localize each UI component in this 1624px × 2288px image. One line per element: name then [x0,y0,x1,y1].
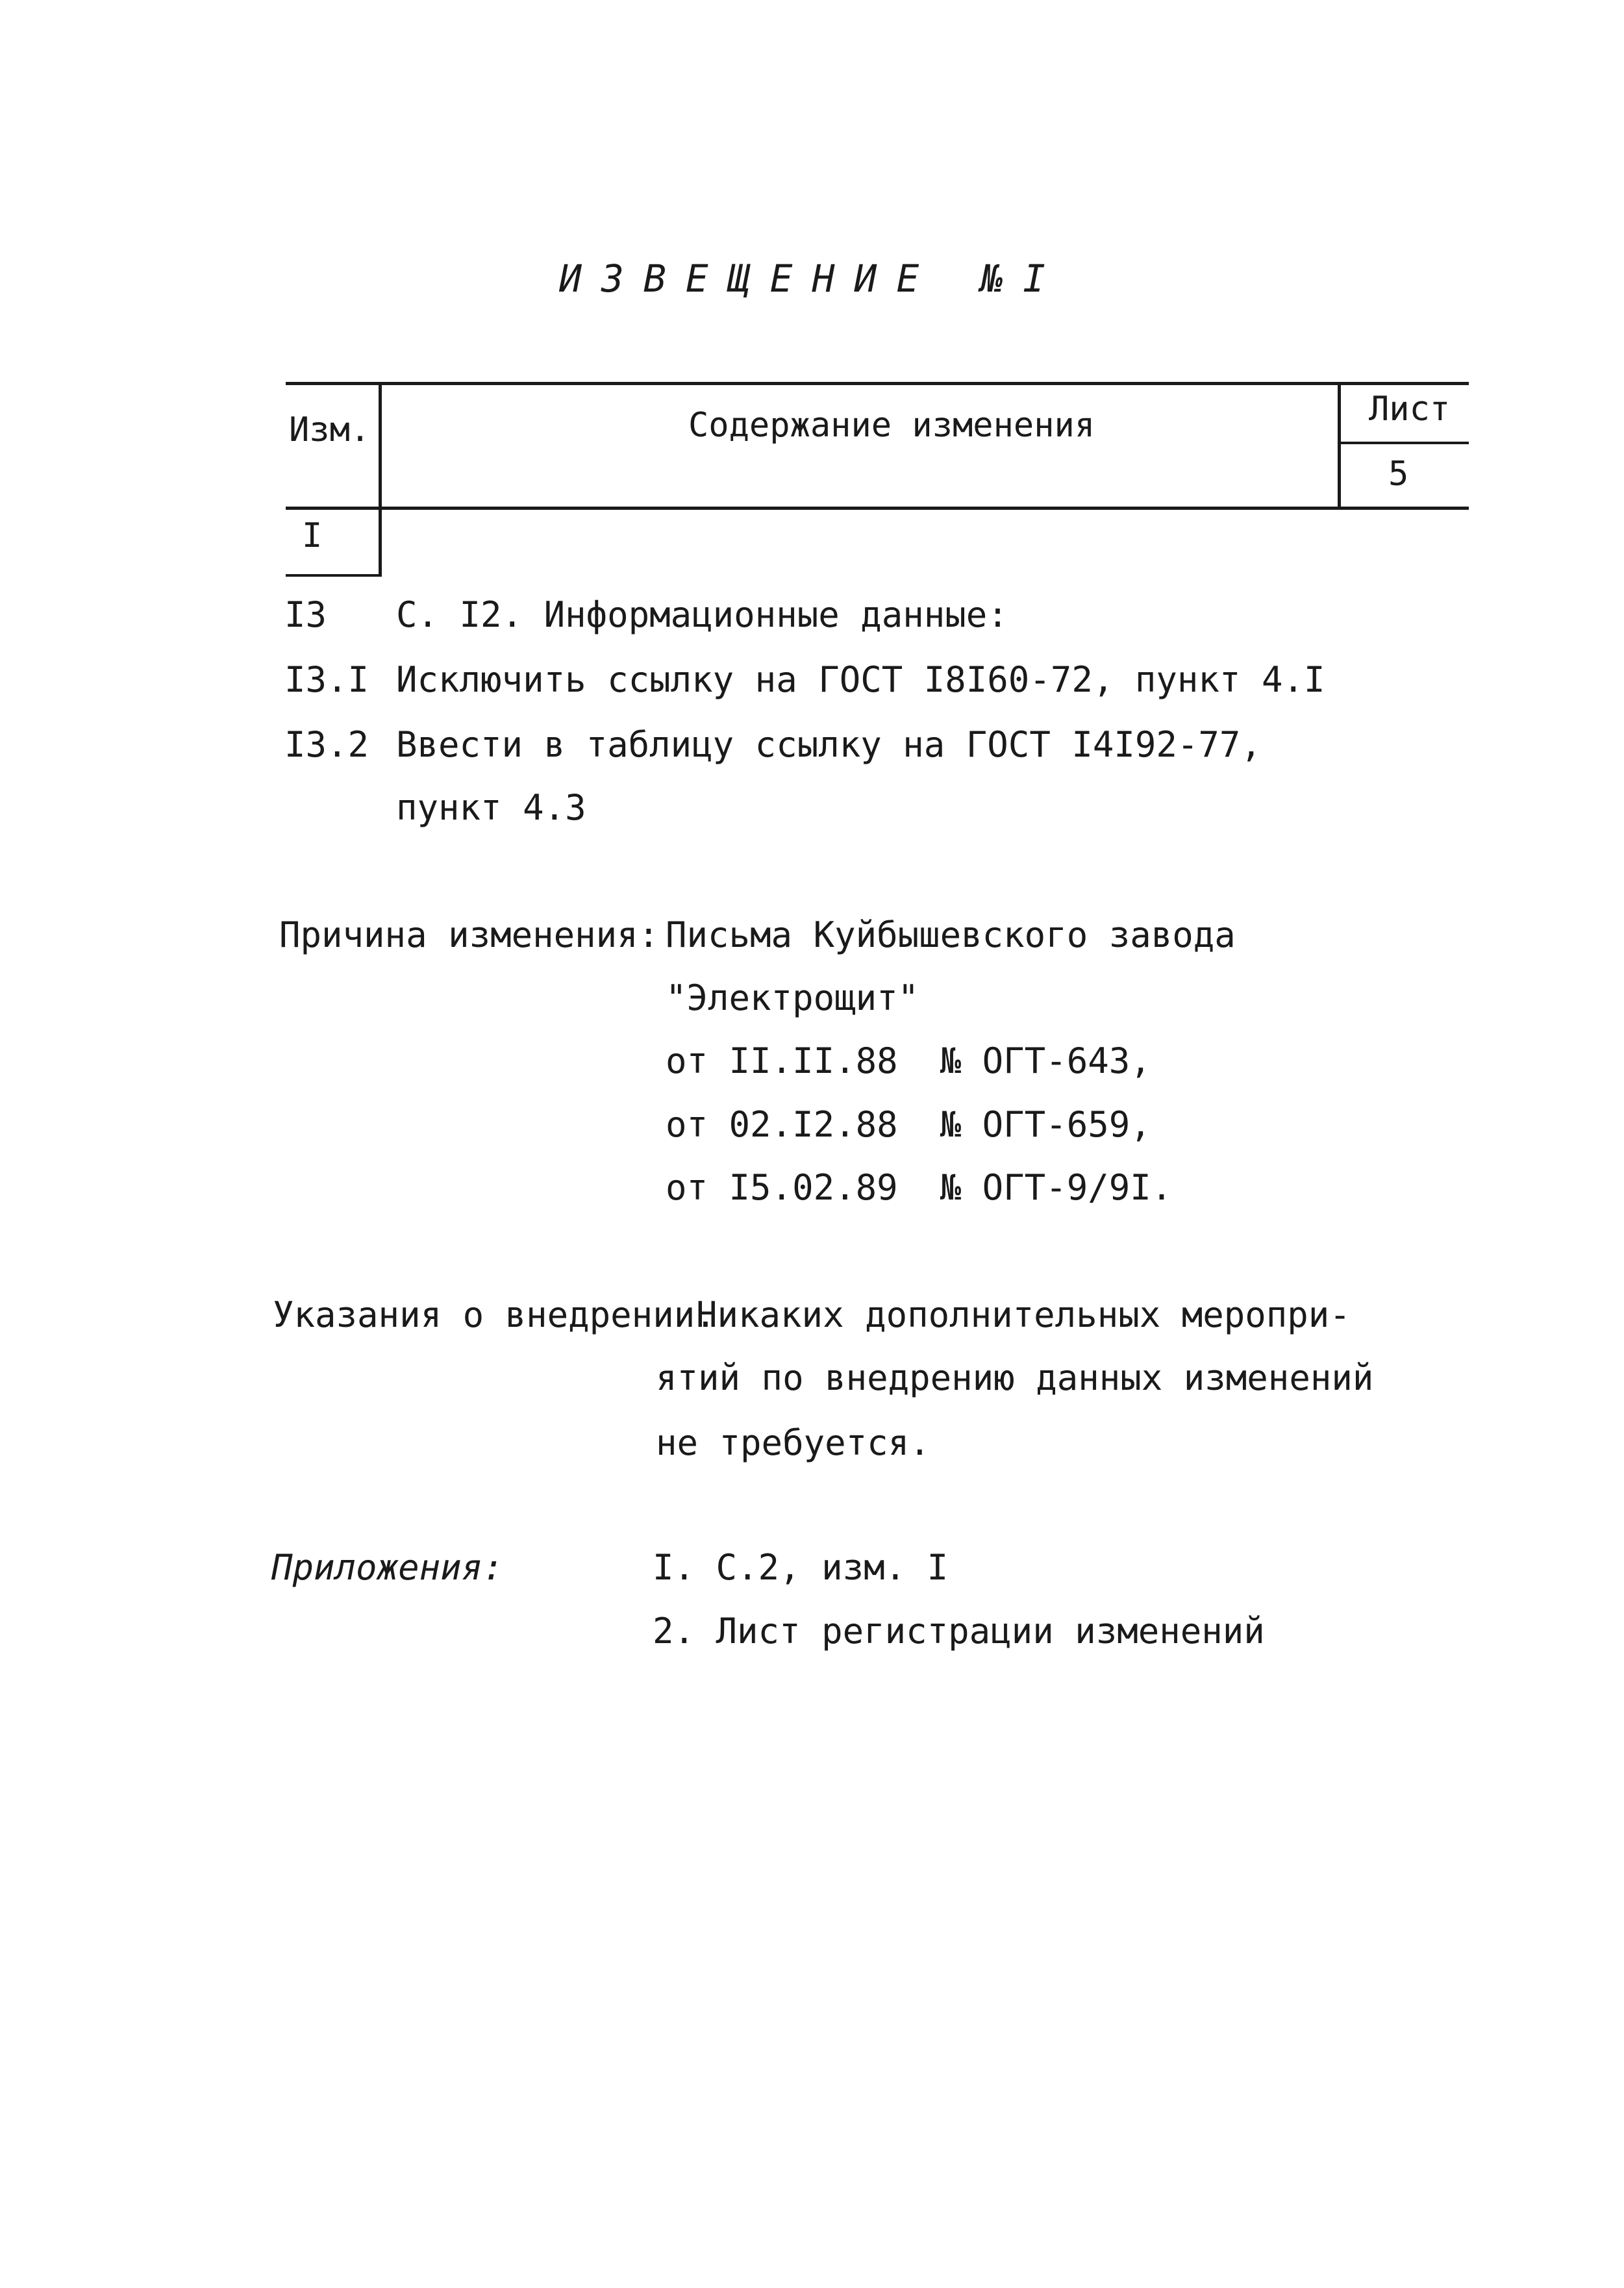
appendix-line: I. С.2, изм. I [653,1547,949,1588]
reason-line: Письма Куйбышевского завода [666,914,1236,955]
table-top-rule [286,382,1469,385]
column-header-content: Содержание изменения [688,406,1095,445]
column-header-change: Изм. [289,410,371,449]
change-number: I [302,516,323,555]
table-sheet-divider [1339,442,1469,444]
table-divider-left [379,382,382,577]
implementation-label: Указания о внедрении. [273,1294,716,1335]
implementation-line: не требуется. [656,1422,931,1463]
table-change-cell-bottom [286,574,381,577]
column-header-sheet: Лист [1369,390,1451,429]
reason-line: от 02.I2.88 № ОГТ-659, [666,1104,1151,1145]
notice-title: ИЗВЕЩЕНИЕ №I [558,257,1066,301]
implementation-line: Никаких дополнительных меропри- [696,1294,1351,1335]
reason-label: Причина изменения: [279,914,660,955]
item-text: пункт 4.3 [396,787,586,828]
reason-line: "Электрощит" [666,977,919,1018]
item-text: С. I2. Информационные данные: [396,594,1008,635]
reason-line: от II.II.88 № ОГТ-643, [666,1040,1151,1081]
table-bottom-rule [286,507,1469,510]
item-number: I3 [284,594,327,635]
appendix-line: 2. Лист регистрации изменений [653,1611,1265,1652]
table-divider-right [1338,382,1341,510]
sheet-number: 5 [1388,455,1409,494]
item-number: I3.I [284,659,369,700]
item-text: Ввести в таблицу ссылку на ГОСТ I4I92-77, [396,724,1262,765]
item-number: I3.2 [284,724,369,765]
implementation-line: ятий по внедрению данных изменений [656,1357,1374,1398]
appendices-label: Приложения: [271,1547,504,1588]
item-text: Исключить ссылку на ГОСТ I8I60-72, пункт 4.I [396,659,1325,700]
reason-line: от I5.02.89 № ОГТ-9/9I. [666,1167,1173,1208]
